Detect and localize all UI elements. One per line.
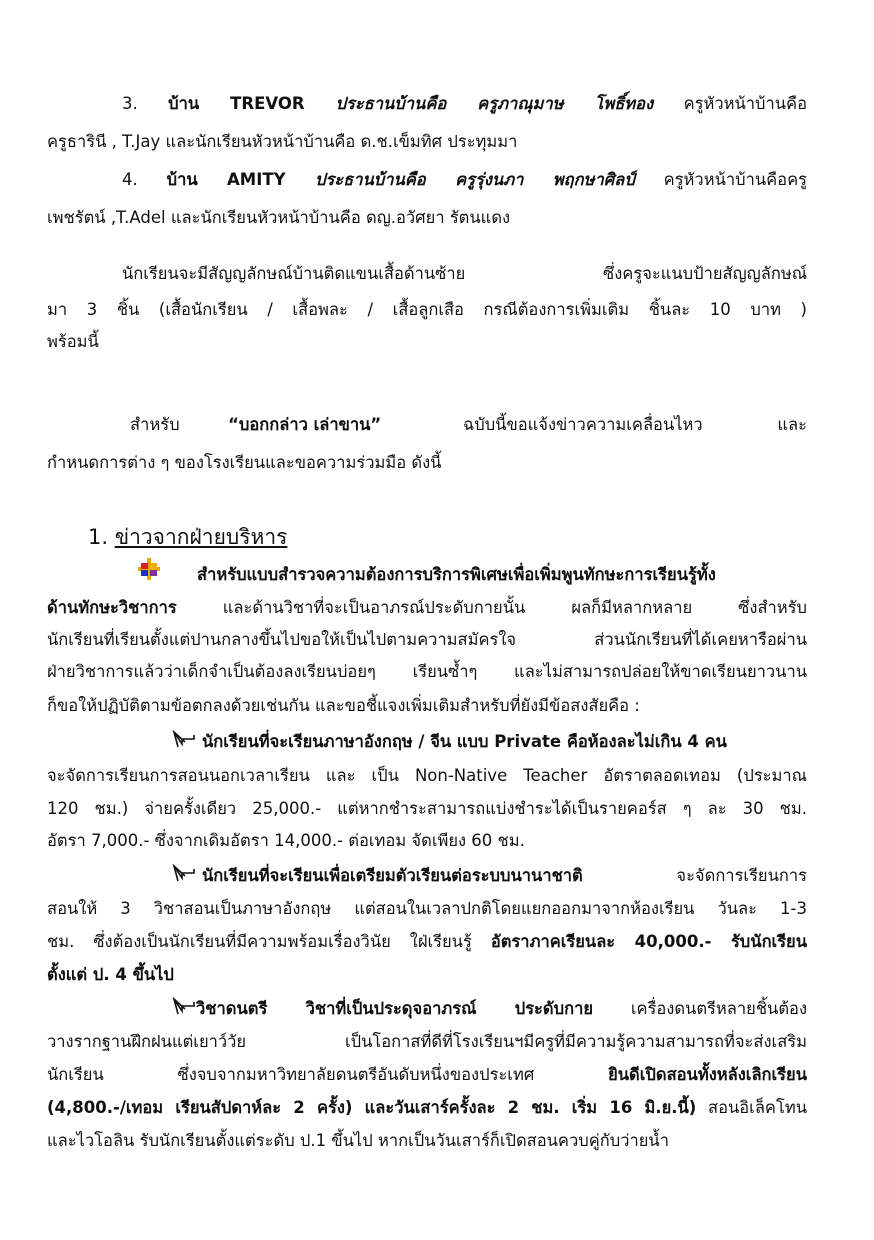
- music-line-3: นักเรียน ซึ่งจบจากมหาวิทยาลัยดนตรีอันดับหนึ่งของประเทศ ยินดีเปิดสอนทั้งหลังเลิกเรียน: [47, 1065, 807, 1084]
- symbol-line-2: มา 3 ชิ้น (เสื้อนักเรียน / เสื้อพละ / เสื้อลูกเสือ กรณีต้องการเพิ่มเติม ชิ้นละ 10 บาท ): [47, 300, 807, 319]
- arrow-bullet-icon: [172, 730, 196, 750]
- survey-line-3: นักเรียนที่เรียนตั้งแต่ปานกลางขึ้นไปขอให้เป็นไปตามความสมัครใจ ส่วนนักเรียนที่ได้เคยหารือผ่าน: [47, 630, 807, 649]
- house-amity-line-2: เพชรัตน์ ,T.Adel และนักเรียนหัวหน้าบ้านคือ ดญ.อวัศยา รัตนแดง: [47, 208, 511, 227]
- private-line-2: จะจัดการเรียนการสอนนอกเวลาเรียน และ เป็น Non-Native Teacher อัตราตลอดเทอม (ประมาณ: [47, 766, 807, 785]
- house-trevor-name: บ้าน TREVOR: [168, 94, 336, 113]
- survey-line-5: ก็ขอให้ปฏิบัติตามข้อตกลงด้วยเช่นกัน และขอชี้แจงเพิ่มเติมสำหรับที่ยังมีข้อสงสัยคือ :: [47, 696, 640, 715]
- house-amity-name: บ้าน AMITY: [166, 170, 315, 189]
- symbol-line-1: นักเรียนจะมีสัญญลักษณ์บ้านติดแขนเสื้อด้านซ้าย ซึ่งครูจะแนบป้ายสัญญลักษณ์: [122, 264, 807, 283]
- intl-line-1: นักเรียนที่จะเรียนเพื่อเตรียมตัวเรียนต่อระบบนานาชาติ จะจัดการเรียนการ: [172, 864, 807, 888]
- colorful-flag-icon: [138, 558, 160, 580]
- house-amity-president: ประธานบ้านคือ ครูรุ่งนภา พฤกษาศิลป์: [314, 170, 635, 189]
- music-line-1: วิชาดนตรี วิชาที่เป็นประดุจอาภรณ์ ประดับกาย เครื่องดนตรีหลายชิ้นต้อง: [172, 997, 807, 1021]
- section-title: ข่าวจากฝ่ายบริหาร: [114, 525, 288, 549]
- intl-line-3: ชม. ซึ่งต้องเป็นนักเรียนที่มีความพร้อมเรื่องวินัย ใฝ่เรียนรู้ อัตราภาคเรียนละ 40,000.- รับนักเรียน: [47, 932, 808, 951]
- private-line-4: อัตรา 7,000.- ซึ่งจากเดิมอัตรา 14,000.- ต่อเทอม จัดเพียง 60 ชม.: [47, 831, 525, 850]
- symbol-line-3: พร้อมนี้: [47, 332, 99, 351]
- house-trevor-line-1: 3. บ้าน TREVOR ประธานบ้านคือ ครูภาณุมาษ โพธิ์ทอง ครูหัวหน้าบ้านคือ: [122, 94, 807, 113]
- document-page: 3. บ้าน TREVOR ประธานบ้านคือ ครูภาณุมาษ โพธิ์ทอง ครูหัวหน้าบ้านคือ ครูธารินี , T.Jay และนักเรียนหัวหน้าบ้านคือ ด.ช.เข็มทิศ ประทุมมา 4. บ้าน AMITY ประธานบ้านคือ ครูรุ่งนภา พฤกษาศิลป์ ครูหัวหน้าบ้านคือครู เพชรัตน์ ,T.Adel และนักเรียนหัวหน้าบ้านคือ ดญ.อวัศยา รัตนแดง นักเรียนจะมีสัญญลักษณ์บ้านติดแขนเสื้อด้านซ้าย ซึ่งครูจะแนบป้ายสัญญลักษณ์ มา 3 ชิ้น (เสื้อนักเรียน / เสื้อพละ / เสื้อลูกเสือ กรณีต้องการเพิ่มเติม ชิ้นละ 10 บาท ) พร้อมนี้ สำหรับ “บอกกล่าว เล่าขาน” ฉบับนี้ขอแจ้งข่าวความเคลื่อนไหว และ กำหนดการต่าง ๆ ของโรงเรียนและขอความร่วมมือ ดังนี้ 1. ข่าวจากฝ่ายบริหาร สำหรับแบบสำรวจความต้องการบริการพิเศษเพื่อเพิ่มพูนทักษะการเรียนรู้ทั้ง ด้านทักษะวิชาการ และด้านวิชาที่จะเป็นอาภรณ์ประดับกายนั้น ผลก็มีหลากหลาย ซึ่งสำหรับ นักเรียนที่เรียนตั้งแต่ปานกลางขึ้นไปขอให้เป็นไปตามความสมัครใจ ส่วนนักเรียนที่ได้เคยหารือผ่าน ฝ่ายวิชาการแล้วว่าเด็กจำเป็นต้องลงเรียนบ่อยๆ เรียนซ้ำๆ และไม่สามารถปล่อยให้ขาดเรียนยาวนาน ก็ขอให้ปฏิบัติตามข้อตกลงด้วยเช่นกัน และขอชี้แจงเพิ่มเติมสำหรับที่ยังมีข้อสงสัยคือ : นักเรียนที่จะเรียนภาษาอังกฤษ / จีน แบบ Private คือห้องละไม่เกิน 4 คน จะจัดการเรียนการสอนนอกเวลาเรียน และ เป็น Non-Native Teacher อัตราตลอดเทอม (ประมาณ 120 ชม.) จ่ายครั้งเดียว 25,000.- แต่หากชำระสามารถแบ่งชำระได้เป็นรายคอร์ส ๆ ละ 30 ชม. อัตรา 7,000.- ซึ่งจากเดิมอัตรา 14,000.- ต่อเทอม จัดเพียง 60 ชม. นักเรียนที่จะเรียนเพื่อเตรียมตัวเรียนต่อระบบนานาชาติ จะจัดการเรียนการ สอนให้ 3 วิชาสอนเป็นภาษาอังกฤษ แต่สอนในเวลาปกติโดยแยกออกมาจากห้องเรียน วันละ 1-3 ชม. ซึ่งต้องเป็นนักเรียนที่มีความพร้อมเรื่องวินัย ใฝ่เรียนรู้ อัตราภาคเรียนละ 40,000.- รับนักเรียน ตั้งแต่ ป. 4 ขึ้นไป วิชาดนตรี วิชาที่เป็นประดุจอาภรณ์ ประดับกาย เครื่องดนตรีหลายชิ้นต้อง วางรากฐานฝึกฝนแต่เยาว์วัย เป็นโอกาสที่ดีที่โรงเรียนฯมีครูที่มีความรู้ความสามารถที่จะส่งเสริม นักเรียน ซึ่งจบจากมหาวิทยาลัยดนตรีอันดับหนึ่งของประเทศ ยินดีเปิดสอนทั้งหลังเลิกเรียน (4,800.-/เทอม เรียนสัปดาห์ละ 2 ครั้ง) และวันเสาร์ครั้งละ 2 ชม. เริ่ม 16 มิ.ย.นี้) สอนอิเล็คโทน และไวโอลิน รับนักเรียนตั้งแต่ระดับ ป.1 ขึ้นไป หากเป็นวันเสาร์ก็เปิดสอนควบคู่กับว่ายน้ำ: [0, 0, 874, 1240]
- house-amity-line-1: 4. บ้าน AMITY ประธานบ้านคือ ครูรุ่งนภา พฤกษาศิลป์ ครูหัวหน้าบ้านคือครู: [122, 170, 807, 189]
- arrow-bullet-icon: [172, 864, 196, 884]
- intl-line-4: ตั้งแต่ ป. 4 ขึ้นไป: [47, 965, 174, 984]
- survey-line-2: ด้านทักษะวิชาการ และด้านวิชาที่จะเป็นอาภรณ์ประดับกายนั้น ผลก็มีหลากหลาย ซึ่งสำหรับ: [47, 598, 807, 617]
- music-line-4: (4,800.-/เทอม เรียนสัปดาห์ละ 2 ครั้ง) และวันเสาร์ครั้งละ 2 ชม. เริ่ม 16 มิ.ย.นี้) สอนอิเล็คโทน: [47, 1098, 807, 1117]
- intl-line-2: สอนให้ 3 วิชาสอนเป็นภาษาอังกฤษ แต่สอนในเวลาปกติโดยแยกออกมาจากห้องเรียน วันละ 1-3: [47, 899, 807, 918]
- intro-title: “บอกกล่าว เล่าขาน”: [228, 415, 382, 434]
- arrow-bullet-icon: [172, 997, 196, 1017]
- music-line-5: และไวโอลิน รับนักเรียนตั้งแต่ระดับ ป.1 ขึ้นไป หากเป็นวันเสาร์ก็เปิดสอนควบคู่กับว่ายน้ำ: [47, 1131, 669, 1150]
- intro-line-2: กำหนดการต่าง ๆ ของโรงเรียนและขอความร่วมมือ ดังนี้: [47, 453, 442, 472]
- music-line-2: วางรากฐานฝึกฝนแต่เยาว์วัย เป็นโอกาสที่ดีที่โรงเรียนฯมีครูที่มีความรู้ความสามารถที่จะส่งเสริม: [47, 1032, 807, 1051]
- section-heading: 1. ข่าวจากฝ่ายบริหาร: [88, 525, 288, 549]
- house-trevor-line-2: ครูธารินี , T.Jay และนักเรียนหัวหน้าบ้านคือ ด.ช.เข็มทิศ ประทุมมา: [47, 132, 518, 151]
- house-trevor-president: ประธานบ้านคือ ครูภาณุมาษ โพธิ์ทอง: [335, 94, 654, 113]
- survey-line-4: ฝ่ายวิชาการแล้วว่าเด็กจำเป็นต้องลงเรียนบ่อยๆ เรียนซ้ำๆ และไม่สามารถปล่อยให้ขาดเรียนยาวนาน: [47, 662, 807, 681]
- private-line-1: นักเรียนที่จะเรียนภาษาอังกฤษ / จีน แบบ Private คือห้องละไม่เกิน 4 คน: [172, 730, 807, 754]
- survey-line-1: สำหรับแบบสำรวจความต้องการบริการพิเศษเพื่อเพิ่มพูนทักษะการเรียนรู้ทั้ง: [197, 565, 716, 584]
- private-line-3: 120 ชม.) จ่ายครั้งเดียว 25,000.- แต่หากชำระสามารถแบ่งชำระได้เป็นรายคอร์ส ๆ ละ 30 ชม.: [47, 799, 807, 818]
